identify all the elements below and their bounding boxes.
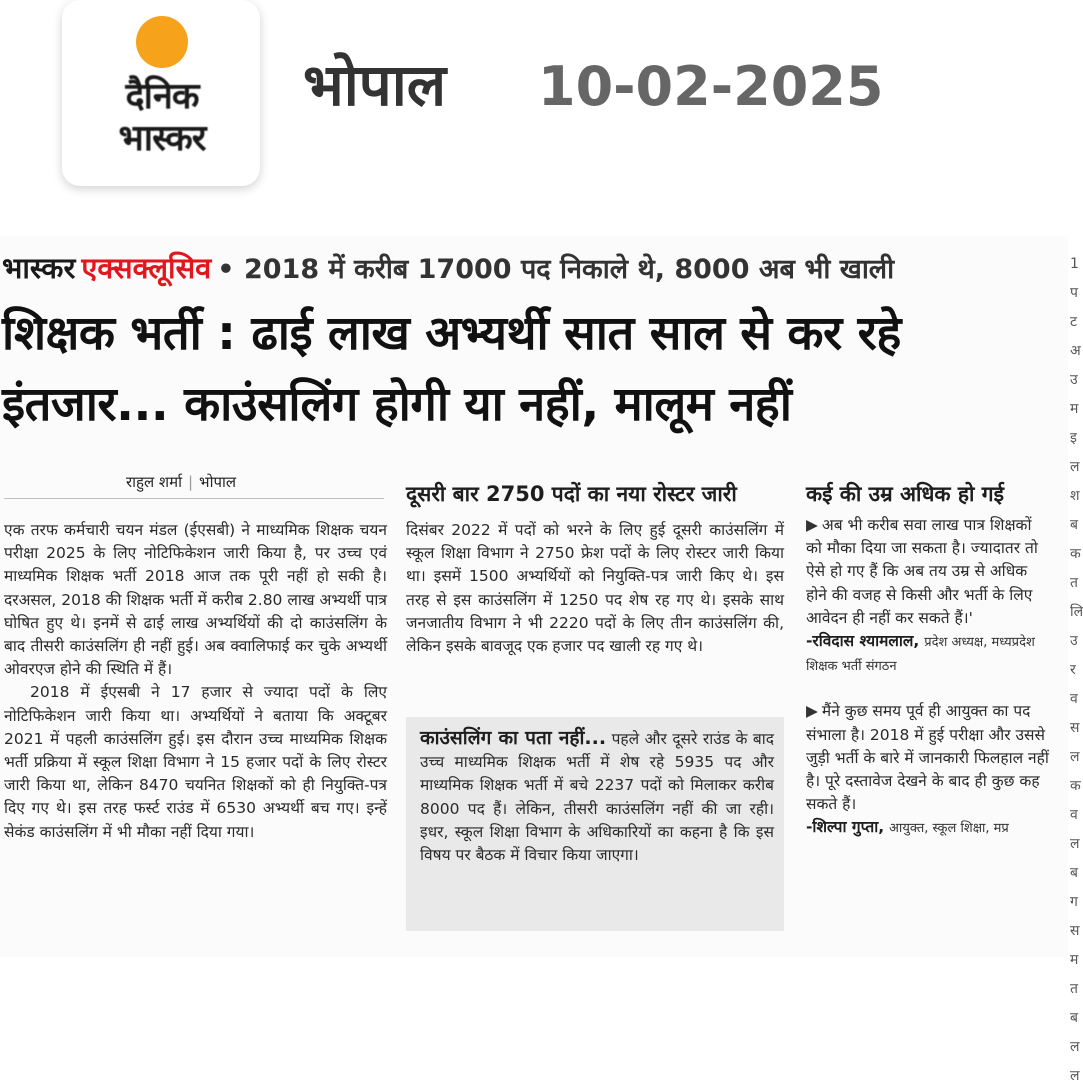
kicker-exclusive: एक्सक्लूसिव bbox=[81, 251, 212, 285]
right-column-heading: कई की उम्र अधिक हो गई bbox=[806, 482, 1004, 506]
edition-date: 10-02-2025 bbox=[538, 55, 884, 118]
middle-paragraph: दिसंबर 2022 में पदों को भरने के लिए हुई दूसरी काउंसलिंग में स्कूल शिक्षा विभाग ने 2750 फ्रेश पदों के लिए रोस्टर जारी किया था। इसमें 1500 अभ्यर्थियों को नियुक्ति-पत्र जारी किए थे। इस तरह से इस काउंसलिंग में 1250 पद शेष रह गए थे। इसके साथ जनजातीय विभाग ने भी 2220 पदों के लिए तीन काउंसलिंग की, लेकिन इसके बावजूद एक हजार पद खाली रह गए थे। bbox=[406, 521, 784, 656]
middle-column-heading: दूसरी बार 2750 पदों का नया रोस्टर जारी bbox=[406, 482, 737, 506]
quote-2-role: आयुक्त, स्कूल शिक्षा, मप्र bbox=[889, 821, 1009, 837]
right-column bbox=[806, 514, 1052, 863]
left-column bbox=[4, 519, 387, 844]
counselling-box-text: पहले और दूसरे राउंड के बाद उच्च माध्यमिक शिक्षक भर्ती में शेष रहे 5935 पद और माध्यमिक शिक्षक भर्ती में बचे 2237 पदों को मिलाकर करीब 8000 पद हैं। लेकिन, तीसरी काउंसलिंग नहीं की जा रही। इधर, स्कूल शिक्षा विभाग के अधिकारियों का कहना है कि इस विषय पर बैठक में विचार किया जाएगा। bbox=[420, 730, 774, 865]
left-paragraph-2: 2018 में ईएसबी ने 17 हजार से ज्यादा पदों के लिए नोटिफिकेशन जारी किया था। अभ्यर्थियों ने बताया कि अक्टूबर 2021 में पहली काउंसलिंग हुई। इस दौरान उच्च माध्यमिक शिक्षक भर्ती प्रक्रिया में स्कूल शिक्षा विभाग ने 15 हजार पदों के लिए रोस्टर जारी किया था, लेकिन 8470 चयनित शिक्षकों को ही नियुक्ति-पत्र दिए गए थे। इस तरह फर्स्ट राउंड में 6530 अभ्यर्थी बच गए। इन्हें सेकंड काउंसलिंग में भी मौका नहीं दिया गया। bbox=[4, 683, 387, 841]
byline-separator: | bbox=[187, 473, 194, 491]
quote-1-role: प्रदेश अध्यक्ष, मध्यप्रदेश शिक्षक भर्ती संगठन bbox=[806, 635, 1035, 675]
quote-1 bbox=[806, 514, 1052, 678]
counselling-box bbox=[406, 717, 784, 931]
counselling-box-lead: काउंसलिंग का पता नहीं... bbox=[420, 727, 607, 749]
quote-2-text: मैंने कुछ समय पूर्व ही आयुक्त का पद संभाला है। 2018 में हुई परीक्षा और उससे जुड़ी भर्ती के बारे में जानकारी फिलहाल नहीं है। पूरे दस्तावेज देखने के बाद ही कुछ कह सकते हैं। bbox=[806, 702, 1049, 814]
byline-location: भोपाल bbox=[199, 473, 237, 491]
kicker-subheading: • 2018 में करीब 17000 पद निकाले थे, 8000 अब भी खाली bbox=[217, 254, 895, 285]
logo-wordmark-line2: भास्कर bbox=[118, 118, 206, 159]
article-headline: शिक्षक भर्ती : ढाई लाख अभ्यर्थी सात साल से कर रहे इंतजार... काउंसलिंग होगी या नहीं, मालूम नहीं bbox=[2, 306, 901, 432]
byline-author: राहुल शर्मा bbox=[126, 473, 182, 491]
quote-marker-icon: ▶ bbox=[806, 702, 818, 721]
edition-city: भोपाल bbox=[303, 51, 447, 119]
quote-1-text: अब भी करीब सवा लाख पात्र शिक्षकों को मौका दिया जा सकता है। ज्यादातर तो ऐसे हो गए हैं कि अब तय उम्र से अधिक होने की वजह से किसी और भर्ती के लिए आवेदन ही नहीं कर सकते हैं।' bbox=[806, 516, 1038, 627]
byline-divider bbox=[4, 498, 384, 499]
quote-2-name: -शिल्पा गुप्ता, bbox=[806, 818, 885, 837]
logo-sun-icon bbox=[136, 16, 188, 68]
quote-1-name: -रविदास श्यामलाल, bbox=[806, 632, 920, 651]
news-clipping bbox=[0, 236, 1070, 957]
quote-marker-icon: ▶ bbox=[806, 516, 818, 534]
kicker-brand: भास्कर bbox=[2, 251, 76, 285]
middle-column bbox=[406, 519, 784, 658]
byline bbox=[126, 472, 236, 492]
logo-wordmark-line1: दैनिक bbox=[125, 76, 199, 117]
quote-2 bbox=[806, 700, 1052, 840]
adjacent-column-fragment: 1 प ट अ उ म इ ल श ब क त लि उ र व स ल क व ल ब ग स म त ब ल ल bbox=[1070, 256, 1083, 1084]
left-paragraph-1: एक तरफ कर्मचारी चयन मंडल (ईएसबी) ने माध्यमिक शिक्षक चयन परीक्षा 2025 के लिए नोटिफिकेशन जारी किया है, पर उच्च एवं माध्यमिक शिक्षक भर्ती 2018 आज तक पूरी नहीं हो सकी है। दरअसल, 2018 की शिक्षक भर्ती में करीब 2.80 लाख अभ्यर्थी पात्र घोषित हुए थे। इनमें से ढाई लाख अभ्यर्थियों की दो काउंसलिंग के बाद तीसरी काउंसलिंग ही नहीं हुई। अब क्वालिफाई कर चुके अभ्यर्थी ओवरएज होने की स्थिति में हैं। bbox=[4, 521, 387, 679]
article-kicker bbox=[2, 251, 895, 285]
